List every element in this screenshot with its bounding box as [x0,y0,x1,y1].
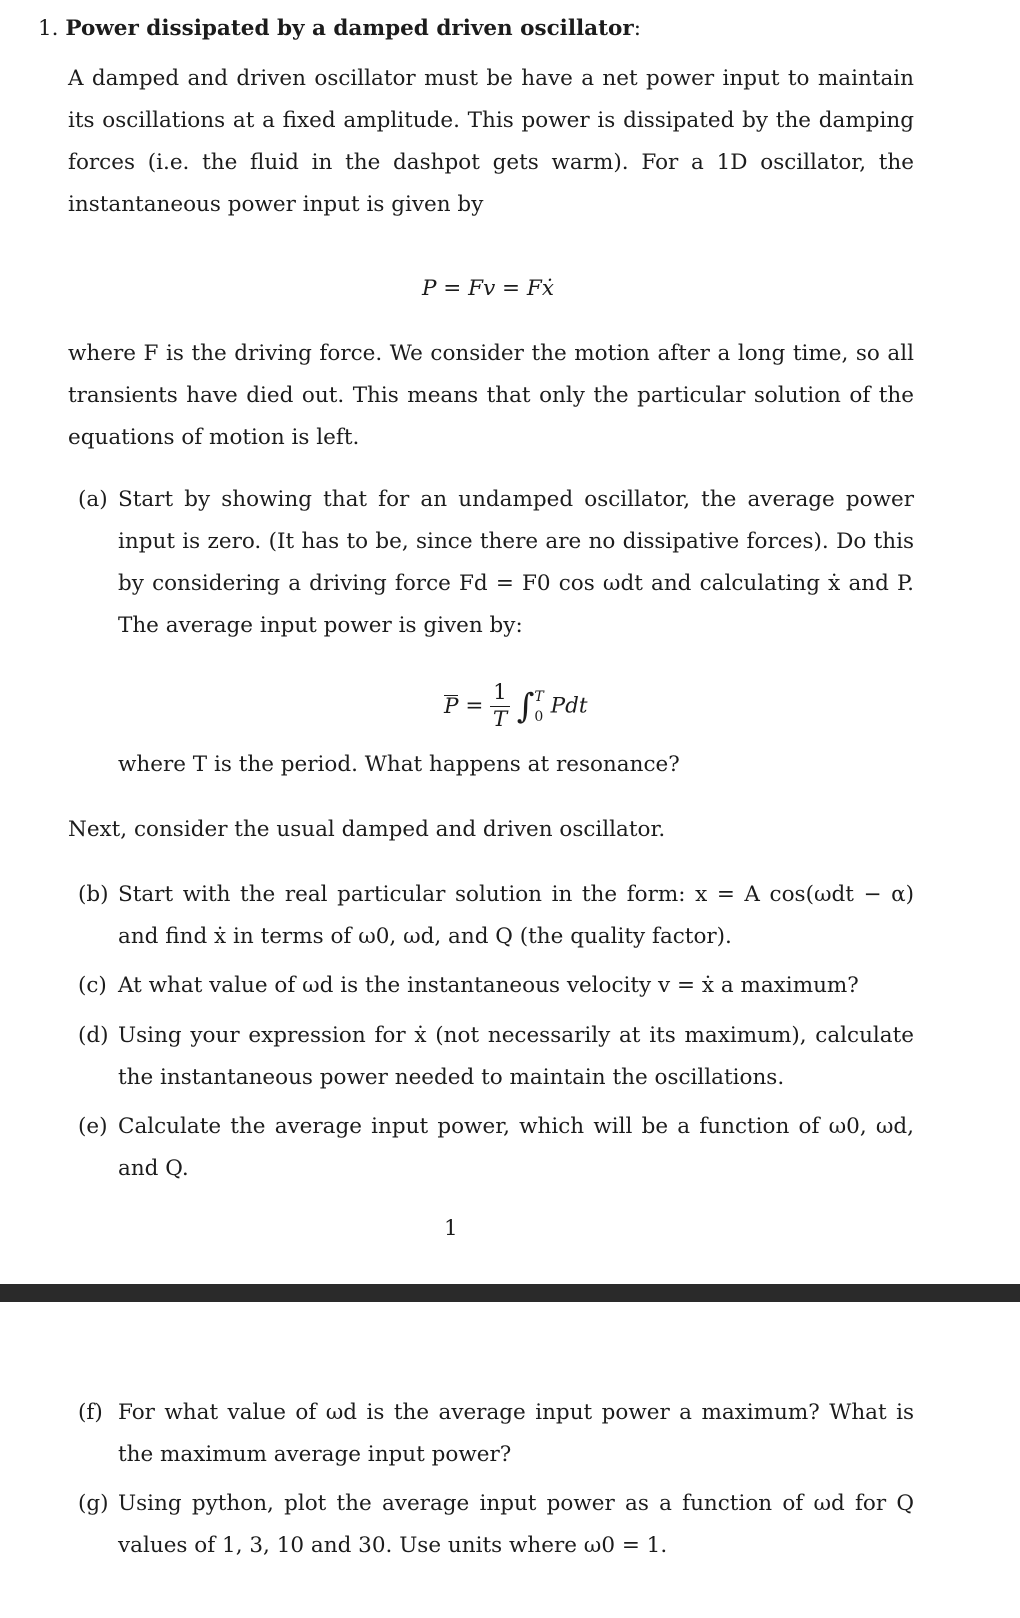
part-b-label: (b) [78,882,109,907]
part-c-text: At what value of ωd is the instantaneous velocity v = ẋ a maximum? [118,973,859,998]
intro-paragraph: A damped and driven oscillator must be have a net power input to maintain its oscillations at a fixed amplitude. This power is dissipated by the damping forces (i.e. the fluid in the dashpot gets warm). For a 1D oscillator, the instantaneous power input is given by [68,66,914,217]
p-bar: P [444,693,459,719]
part-a-after: where T is the period. What happens at resonance? [118,752,680,777]
part-d-text: Using your expression for ẋ (not necessarily at its maximum), calculate the instantaneous power needed to maintain the oscillations. [118,1023,914,1090]
part-a-label: (a) [78,487,108,512]
part-b-text: Start with the real particular solution in the form: x = A cos(ωdt − α) and find ẋ in terms of ω0, ωd, and Q (the quality factor). [118,882,914,949]
part-c-label: (c) [78,973,107,998]
part-g-text: Using python, plot the average input power as a function of ωd for Q values of 1, 3, 10 and 30. Use units where ω0 = 1. [118,1491,914,1558]
problem-number: 1. [38,16,59,41]
part-a-text: Start by showing that for an undamped oscillator, the average power input is zero. (It has to be, since there are no dissipative forces). Do this by considering a driving force Fd = F0 cos ωdt and calculating ẋ and P. The average input power is given by: [118,487,914,638]
page-number: 1 [444,1216,458,1241]
problem-heading [38,8,938,50]
average-power-equation: P = $\frac{1}{T}$ ∫ T 0 Pdt [444,680,588,732]
power-equation: P = Fv = Fẋ [422,276,554,301]
one-over-t-fraction: $\frac{1}{T}$ [490,680,510,733]
part-e-label: (e) [78,1114,108,1139]
part-e-text: Calculate the average input power, which will be a function of ω0, ωd, and Q. [118,1114,914,1181]
part-f-label: (f) [78,1400,103,1425]
page-divider [0,1284,1020,1302]
next-paragraph: Next, consider the usual damped and driven oscillator. [68,817,666,842]
problem-title: Power dissipated by a damped driven oscillator [65,16,634,41]
part-g-label: (g) [78,1491,109,1516]
part-d-label: (d) [78,1023,109,1048]
part-f-text: For what value of ωd is the average input power a maximum? What is the maximum average input power? [118,1400,914,1467]
title-colon: : [633,16,641,41]
after-equation-paragraph: where F is the driving force. We consider the motion after a long time, so all transients have died out. This means that only the particular solution of the equations of motion is left. [68,341,914,450]
